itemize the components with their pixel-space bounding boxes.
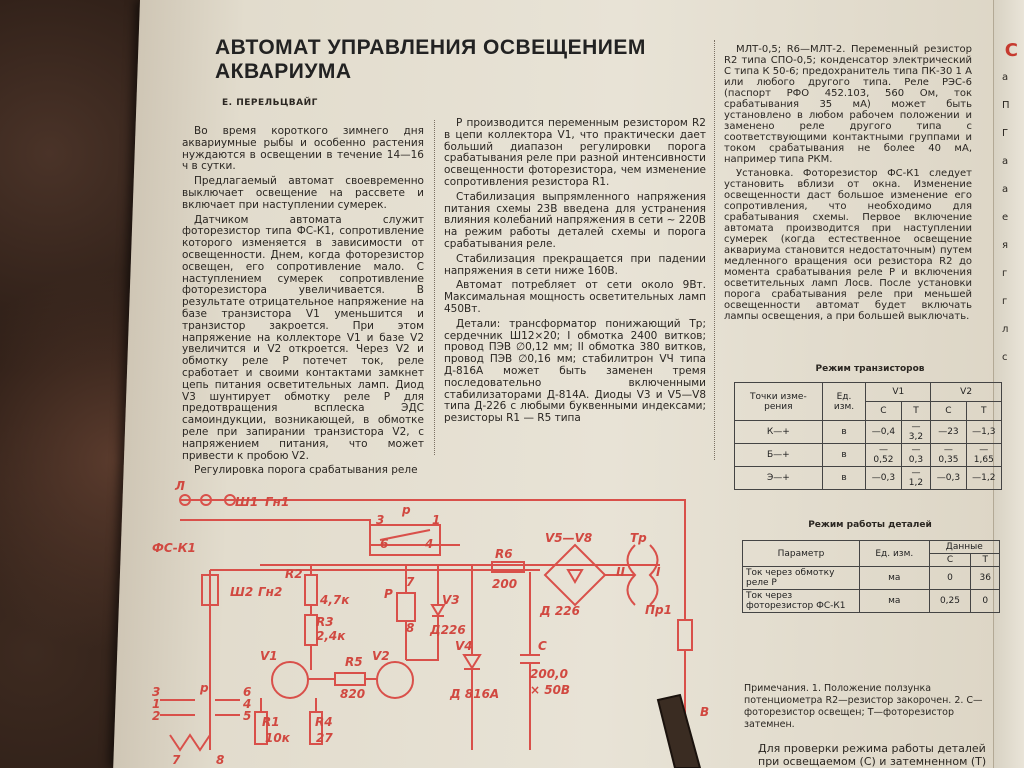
paragraph: Автомат потребляет от сети около 9Вт. Максимальная мощность осветительных ламп 450Вт. — [444, 279, 706, 315]
cell: —1,3 — [966, 421, 1001, 444]
label-pin7: 7 — [172, 753, 181, 767]
label-d816: Д 816А — [450, 687, 500, 701]
bottom-text: Для проверки режима работы деталей при освещаемом (С) и затемненном (Т) — [758, 742, 987, 768]
diode-bridge-icon — [545, 545, 605, 605]
label-pin-p: р — [200, 681, 209, 695]
label-r2: R2 — [285, 567, 303, 581]
label-relay-p: р — [402, 503, 411, 517]
paragraph: Стабилизация прекращается при падении напряжения в сети ниже 160В. — [444, 252, 706, 277]
title-line-2: АКВАРИУМА — [215, 60, 352, 83]
text-column-2 — [444, 118, 706, 428]
wire — [261, 698, 316, 712]
cell: —0,4 — [866, 421, 901, 444]
header-v2: V2 — [931, 383, 1002, 402]
cell: Б—+ — [735, 444, 823, 467]
label-pr1: Пр1 — [645, 603, 672, 617]
header-unit: Ед. изм. — [860, 541, 930, 567]
label-c1: 1 — [432, 513, 441, 527]
label-d226a: Д226 — [430, 623, 466, 637]
edge-fragment: с — [1002, 352, 1008, 363]
label-lamp: Л — [175, 479, 185, 493]
label-v4: V4 — [455, 639, 473, 653]
header-c: С — [866, 402, 901, 421]
cell: —23 — [931, 421, 966, 444]
paragraph: Стабилизация выпрямленного напряжения питания схемы 23В введена для устранения влияния колебаний напряжения в сети ~ 220В на режим работы деталей схемы и порога срабатывания реле. — [444, 190, 706, 250]
connector-icon — [160, 700, 240, 715]
label-r1: R1 — [262, 715, 280, 729]
table2-title: Режим работы деталей — [808, 520, 932, 530]
header-t: Т — [971, 554, 1000, 567]
label-c4: 4 — [425, 537, 434, 551]
edge-fragment: а — [1002, 156, 1009, 167]
cell: ма — [860, 567, 930, 590]
label-r3-value: 2,4к — [316, 629, 346, 643]
cell: —1,2 — [966, 467, 1001, 490]
label-c6: 6 — [380, 537, 389, 551]
label-tr: Тр — [630, 531, 647, 545]
table-row — [743, 567, 1000, 590]
table-row — [735, 467, 1002, 490]
edge-fragment: е — [1002, 212, 1009, 223]
connector-wire — [170, 735, 210, 750]
header-param: Параметр — [743, 541, 860, 567]
capacitor-icon — [520, 572, 540, 750]
fuse-icon — [678, 620, 692, 650]
table-row — [735, 421, 1002, 444]
label-fsk1: ФС-К1 — [152, 541, 196, 555]
label-v5v8: V5—V8 — [545, 531, 593, 545]
cell: —0,3 — [866, 467, 901, 490]
header-v1: V1 — [866, 383, 931, 402]
label-r5-value: 820 — [340, 687, 366, 701]
paragraph: Во время короткого зимнего дня аквариумные рыбы и особенно растения нуждаются в освещении в течение 14—16 ч в сутки. — [182, 125, 424, 173]
zener-v4-icon — [464, 655, 480, 669]
cell: в — [822, 467, 866, 490]
label-r1-value: 10к — [265, 731, 290, 745]
cell: 36 — [971, 567, 1000, 590]
label-pin4: 4 — [243, 697, 252, 711]
label-r6: R6 — [495, 547, 513, 561]
cell: 0 — [929, 567, 971, 590]
edge-fragment: г — [1002, 268, 1008, 279]
label-d226b: Д 226 — [540, 604, 580, 618]
cell: в — [822, 421, 866, 444]
header-points: Точки изме-рения — [735, 383, 823, 421]
paragraph: Предлагаемый автомат своевременно выключает освещение на рассвете и включает при наступлении сумерек. — [182, 175, 424, 211]
header-c: С — [929, 554, 971, 567]
resistor-r2-icon — [305, 575, 317, 605]
label-c3: 3 — [376, 513, 385, 527]
text-column-1 — [182, 126, 424, 480]
circuit-schematic — [140, 470, 720, 768]
label-r4: R4 — [315, 715, 333, 729]
cell: —0,3 — [901, 444, 931, 467]
paragraph: МЛТ-0,5; R6—МЛТ-2. Переменный резистор R2 типа СПО-0,5; конденсатор электрический С типа К 50-6; предохранитель типа ПК-30 1 А или любого другого типа. Реле РЭС-6 (паспорт РФО 452.103, 560 Ом, ток срабатывания 35 мА) может быть установлено в любом рабочем положении и заменено реле другого типа с соответствующими контактными группами и током срабатывания не более 40 мА, например типа РКМ. — [724, 44, 972, 165]
cell: в — [822, 444, 866, 467]
header-data: Данные — [929, 541, 999, 554]
label-coil-p: Р — [384, 587, 393, 601]
text-column-3 — [724, 44, 972, 325]
plug-icon — [658, 695, 700, 768]
label-pin3: 3 — [152, 685, 161, 699]
label-sh2: Ш2 — [230, 585, 254, 599]
edge-fragment: г — [1002, 296, 1008, 307]
label-c-voltage: × 50В — [530, 683, 571, 697]
label-n8: 8 — [406, 621, 415, 635]
parts-mode-table — [742, 540, 1000, 613]
label-pin5: 5 — [243, 709, 252, 723]
wire — [180, 500, 685, 560]
transistor-v1-icon — [272, 662, 308, 698]
cell: К—+ — [735, 421, 823, 444]
cell: Ток через фоторезистор ФС-К1 — [743, 590, 860, 613]
cell: ма — [860, 590, 930, 613]
article-title — [215, 36, 685, 84]
edge-fragment: я — [1002, 240, 1009, 251]
column-separator — [714, 40, 715, 460]
label-r4-value: 27 — [316, 731, 333, 745]
transistor-v2-icon — [377, 662, 413, 698]
label-pin6: 6 — [243, 685, 252, 699]
cell: —0,35 — [931, 444, 966, 467]
label-pin8: 8 — [216, 753, 225, 767]
header-unit: Ед. изм. — [822, 383, 866, 421]
label-v2: V2 — [372, 649, 390, 663]
cell: —1,2 — [901, 467, 931, 490]
cell: 0 — [971, 590, 1000, 613]
label-v1: V1 — [260, 649, 278, 663]
label-sh1: Ш1 — [235, 495, 259, 509]
label-c: С — [538, 639, 547, 653]
column-separator — [434, 120, 435, 455]
paragraph: Регулировка порога срабатывания реле — [194, 464, 418, 477]
edge-fragment: П — [1002, 100, 1010, 111]
header-t: Т — [901, 402, 931, 421]
resistor-r5-icon — [335, 673, 365, 685]
cell: 0,25 — [929, 590, 971, 613]
label-pin1: 1 — [152, 697, 161, 711]
edge-fragment: Г — [1002, 128, 1009, 139]
cell: Э—+ — [735, 467, 823, 490]
label-r2-value: 4,7к — [320, 593, 350, 607]
edge-fragment: л — [1002, 324, 1009, 335]
title-line-1: АВТОМАТ УПРАВЛЕНИЯ ОСВЕЩЕНИЕМ — [215, 36, 646, 59]
label-pin2: 2 — [152, 709, 161, 723]
cell: —0,52 — [866, 444, 901, 467]
table-row — [743, 590, 1000, 613]
label-plug: В — [700, 705, 710, 719]
header-t: Т — [966, 402, 1001, 421]
paragraph: Датчиком автомата служит фоторезистор типа ФС-К1, сопротивление которого изменяется в зависимости от освещенности. Днем, когда фоторезистор освещен, его сопротивление мало. С наступлением сумерек сопротивление фоторезистора увеличивается. В результате отрицательное напряжение на базе транзистора V1 уменьшится и транзистор закроется. При этом напряжение на коллекторе V1 и базе V2 увеличится и V2 откроется. Через V2 и обмотку реле Р потечет ток, реле сработает и своими контактами замкнет цепь питания осветительных ламп. Диод V3 шунтирует обмотку реле Р для предотвращения всплеска ЭДС самоиндукции, возникающей, в обмотке реле при запирании транзистора V2, с напряжением питания, что может привести к пробою V2. — [182, 213, 424, 462]
label-c-value: 200,0 — [530, 667, 568, 681]
label-w1: I — [656, 565, 661, 579]
cell: —1,65 — [966, 444, 1001, 467]
paragraph: Р производится переменным резистором R2 в цепи коллектора V1, что практически дает больший диапазон регулировки порога срабатывания реле при разной интенсивности освещенности фоторезистора, чем изменение сопротивления резистора R1. — [444, 117, 706, 188]
paragraph: Установка. Фоторезистор ФС-К1 следует установить вблизи от окна. Изменение освещенности даст большое изменение его сопротивления, что необходимо для срабатывания схемы. Первое включение автомата производится при наступлении сумерек (когда естественное освещение аквариума становится недостаточным) путем медленного вращения оси резистора R2 до момента срабатывания реле Р и включения осветительных ламп Лосв. После установки порога срабатывания реле при меньшей освещенности автомат будет включать лампы освещения, а при большей выключать. — [724, 168, 972, 322]
label-gn2: Гн2 — [258, 585, 283, 599]
label-n7: 7 — [406, 575, 415, 589]
label-r3: R3 — [316, 615, 334, 629]
edge-fragment: а — [1002, 72, 1009, 83]
table-note: Примечания. 1. Положение ползунка потенциометра R2—резистор закорочен. 2. С—фоторезистор освещен; Т—фоторезистор затемнен. — [744, 683, 983, 730]
paragraph: Детали: трансформатор понижающий Тр; сердечник Ш12×20; I обмотка 2400 витков; провод ПЭВ ∅0,12 мм; II обмотка 380 витков, провод ПЭВ ∅0,16 мм; стабилитрон VЧ типа Д-816А может быть заменен тремя последовательно включенными стабилизаторами Д-814А. Диоды V3 и V5—V8 типа Д-226 с любыми буквенными индексами; резисторы R1 — R5 типа — [444, 317, 706, 425]
label-r6-value: 200 — [492, 577, 518, 591]
label-gn1: Гн1 — [265, 495, 290, 509]
cell: —3,2 — [901, 421, 931, 444]
transistor-mode-table — [734, 382, 1002, 490]
table1-title: Режим транзисторов — [815, 364, 925, 374]
label-v3: V3 — [442, 593, 460, 607]
edge-letter: С — [1004, 40, 1018, 61]
bridge-diode — [568, 570, 582, 582]
label-w2: II — [616, 565, 625, 579]
relay-coil-icon — [397, 593, 415, 621]
cell: Ток через обмотку реле Р — [743, 567, 860, 590]
cell: —0,3 — [931, 467, 966, 490]
edge-fragment: а — [1002, 184, 1009, 195]
header-c: С — [931, 402, 966, 421]
author: Е. ПЕРЕЛЬЦВАЙГ — [222, 98, 318, 108]
label-r5: R5 — [345, 655, 363, 669]
table-row — [735, 444, 1002, 467]
